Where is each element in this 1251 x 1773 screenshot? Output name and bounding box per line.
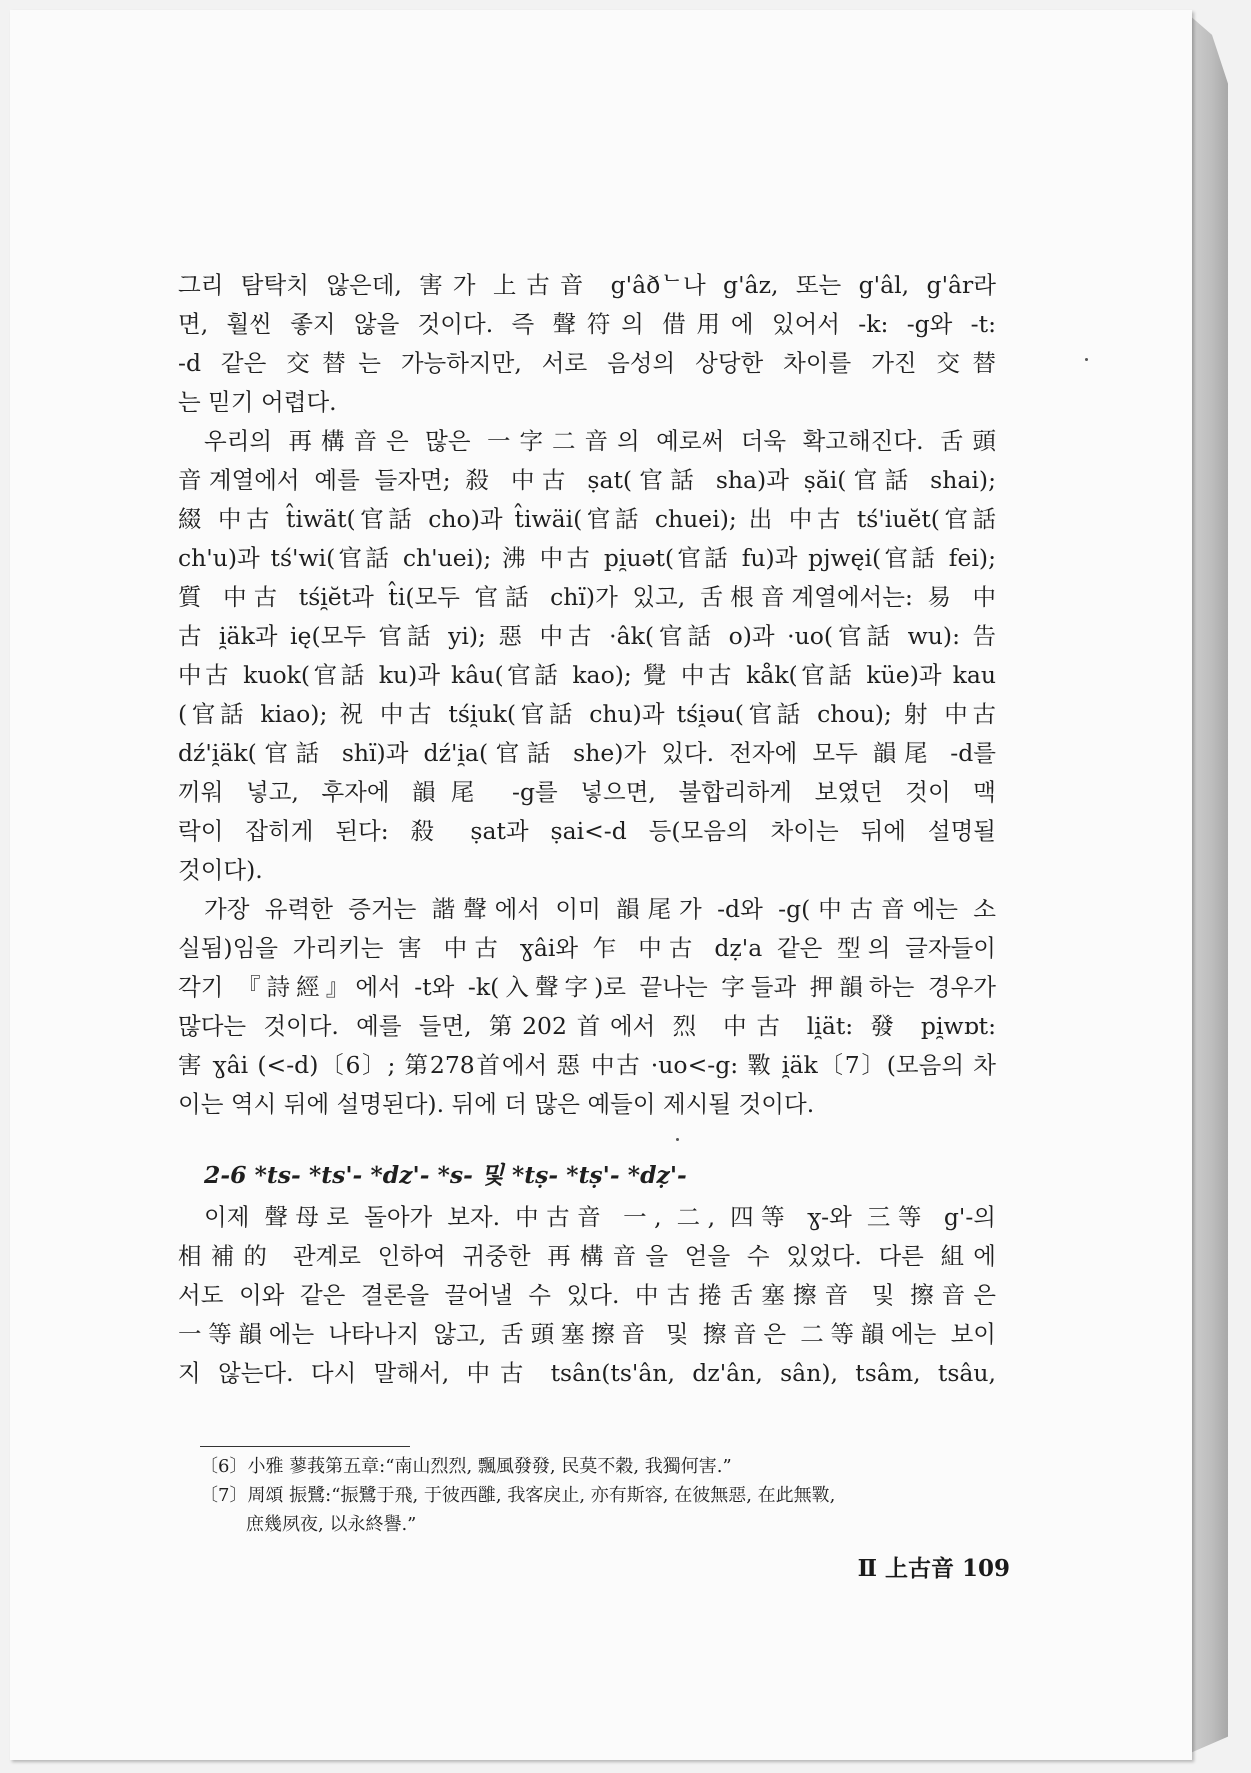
text-line: 지 않는다. 다시 말해서, 中古 tsân(ts'ân, dz'ân, sân), tsâm, tsâu, <box>178 1359 996 1387</box>
text-line: -d 같은 交替는 가능하지만, 서로 음성의 상당한 차이를 가진 交替 <box>178 349 996 377</box>
text-line: 서도 이와 같은 결론을 끌어낼 수 있다. 中古捲舌塞擦音 및 擦音은 <box>178 1281 996 1309</box>
text-line: 害 ɣâi (<-d)〔6〕; 第278首에서 惡 中古 ·uo<-g: 斁 i̯äk〔7〕(모음의 차 <box>178 1051 996 1079</box>
text-line: 우리의 再構音은 많은 一字二音의 예로써 더욱 확고해진다. 舌頭 <box>204 427 996 455</box>
footnotes-block <box>200 1452 1000 1539</box>
text-line: 一等韻에는 나타나지 않고, 舌頭塞擦音 및 擦音은 二等韻에는 보이 <box>178 1320 996 1348</box>
text-line: 이제 聲母로 돌아가 보자. 中古音 一, 二, 四等 ɣ-와 三等 g'-의 <box>204 1203 996 1231</box>
text-line: 相補的 관계로 인하여 귀중한 再構音을 얻을 수 있었다. 다른 組에 <box>178 1242 996 1270</box>
text-line: ch'u)과 tś'wi(官話 ch'uei); 沸 中古 pi̯uət(官話 fu)과 pjwęi(官話 fei); <box>178 544 996 572</box>
scan-speck <box>1085 358 1088 361</box>
text-line: 끼워 넣고, 후자에 韻尾 -g를 넣으면, 불합리하게 보였던 것이 맥 <box>178 778 996 806</box>
text-line: 質 中古 tśi̯ĕt과 t̂i(모두 官話 chï)가 있고, 舌根音계열에서는: 易 中 <box>178 583 996 611</box>
text-line: 가장 유력한 증거는 諧聲에서 이미 韻尾가 -d와 -g(中古音에는 소 <box>204 895 996 923</box>
section-heading: 2-6 *ts- *ts'- *dz'- *s- 및 *tṣ- *tṣ'- *dẓ'- <box>204 1161 687 1189</box>
running-footer-page-number: Ⅱ 上古音 109 <box>857 1555 1010 1582</box>
footnote-7: 〔7〕周頌 振鷺:“振鷺于飛, 于彼西雝, 我客戾止, 亦有斯容, 在彼無惡, 在此無斁, <box>200 1485 836 1506</box>
page-edge-shadow <box>1188 14 1228 1754</box>
text-line: 古 i̯äk과 ię(모두 官話 yi); 惡 中古 ·âk(官話 o)과 ·uo(官話 wu): 告 <box>178 622 996 650</box>
text-line: 면, 훨씬 좋지 않을 것이다. 즉 聲符의 借用에 있어서 -k: -g와 -t: <box>178 310 996 338</box>
text-line: (官話 kiao); 祝 中古 tśi̯uk(官話 chu)과 tśi̯əu(官話 chou); 射 中古 <box>178 700 996 728</box>
text-line: 많다는 것이다. 예를 들면, 第202首에서 烈 中古 li̯ät: 發 pi̯wɒt: <box>178 1012 996 1040</box>
text-line: 그리 탐탁치 않은데, 害가 上古音 g'âðᄂ나 g'âz, 또는 g'âl, g'âr라 <box>178 271 996 299</box>
scan-speck <box>676 1138 679 1141</box>
text-line: 이는 역시 뒤에 설명된다). 뒤에 더 많은 예들이 제시될 것이다. <box>178 1090 815 1118</box>
text-line: 것이다). <box>178 856 263 884</box>
text-line: dź'i̯äk(官話 shï)과 dź'i̯a(官話 she)가 있다. 전자에 모두 韻尾 -d를 <box>178 739 996 767</box>
footnote-divider <box>200 1446 410 1447</box>
main-text-block <box>178 266 996 1393</box>
text-line: 音계열에서 예를 들자면; 殺 中古 ṣat(官話 sha)과 ṣăi(官話 shai); <box>178 466 996 494</box>
text-line: 中古 kuok(官話 ku)과 kâu(官話 kao); 覺 中古 kåk(官話 küe)과 kau <box>178 661 996 689</box>
text-line: 각기 『詩經』에서 -t와 -k(入聲字)로 끝나는 字들과 押韻하는 경우가 <box>178 973 996 1001</box>
footnote-7-continued: 庶幾夙夜, 以永終譽.” <box>246 1514 417 1535</box>
footnote-6: 〔6〕小雅 蓼莪第五章:“南山烈烈, 飄風發發, 民莫不穀, 我獨何害.” <box>200 1456 732 1477</box>
text-line: 綴 中古 t̂iwät(官話 cho)과 t̂iwäi(官話 chuei); 出 中古 tś'iuĕt(官話 <box>178 505 996 533</box>
text-line: 실됨)임을 가리키는 害 中古 ɣâi와 乍 中古 dẓ'a 같은 型의 글자들이 <box>178 934 996 962</box>
text-line: 락이 잡히게 된다: 殺 ṣat과 ṣai<-d 등(모음의 차이는 뒤에 설명될 <box>178 817 996 845</box>
text-line: 는 믿기 어렵다. <box>178 388 337 416</box>
